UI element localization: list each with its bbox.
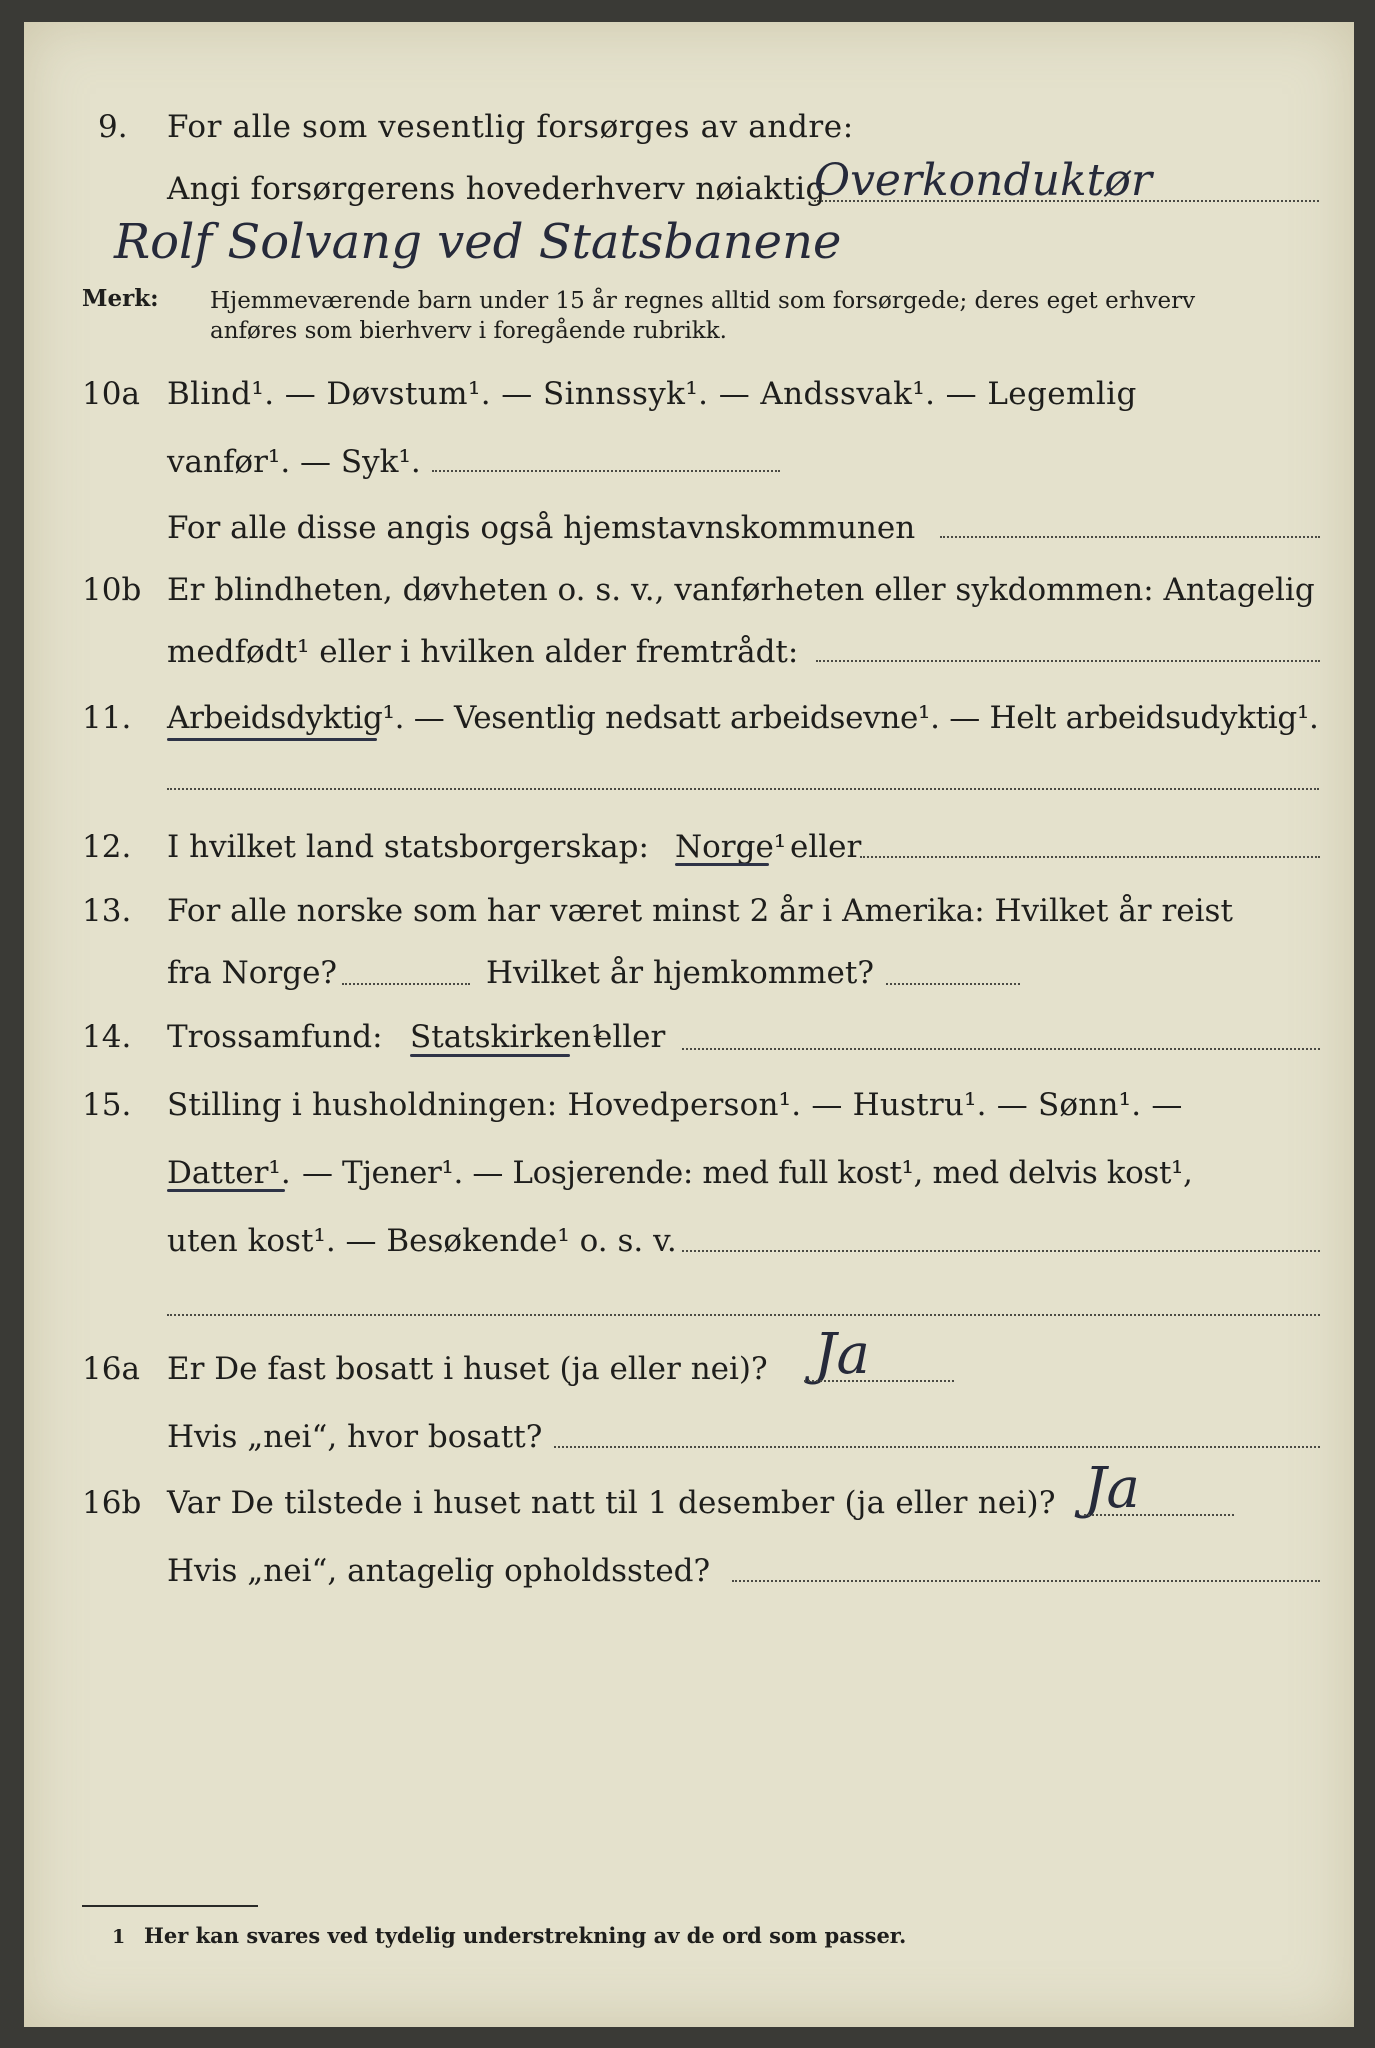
q12-norge: Norge¹ bbox=[675, 829, 787, 865]
q9-line2: Angi forsørgerens hovederhverv nøiaktig bbox=[167, 171, 826, 207]
q12-text-a: I hvilket land statsborgerskap: bbox=[167, 829, 649, 865]
q16a-bosatt-line bbox=[554, 1446, 1320, 1448]
q16b-answer: Ja bbox=[1084, 1456, 1140, 1521]
q10b-number: 10b bbox=[82, 572, 142, 608]
q15-line2b: — Tjener¹. — Losjerende: med full kost¹, med delvis kost¹, bbox=[302, 1155, 1193, 1191]
q10b-answer-line bbox=[816, 660, 1320, 662]
q13-reist-line bbox=[342, 983, 470, 985]
q16a-line1: Er De fast bosatt i huset (ja eller nei)? bbox=[167, 1351, 768, 1387]
q14-number: 14. bbox=[82, 1019, 132, 1055]
q14-text-a: Trossamfund: bbox=[167, 1019, 383, 1055]
q10b-line2: medfødt¹ eller i hvilken alder fremtrådt: bbox=[167, 634, 799, 670]
q11-number: 11. bbox=[82, 700, 132, 736]
q10a-kommune-line bbox=[940, 536, 1320, 538]
q10a-line3: For alle disse angis også hjemstavnskommunen bbox=[167, 510, 916, 546]
q9-answer-part1: Overkonduktør bbox=[814, 155, 1152, 206]
q16a-answer: Ja bbox=[814, 1322, 870, 1387]
q15-answer-line-b bbox=[167, 1314, 1320, 1316]
footnote-text: Her kan svares ved tydelig understrekning av de ord som passer. bbox=[144, 1923, 907, 1948]
q12-underline-norge bbox=[675, 863, 769, 866]
merk-line2: anføres som bierhverv i foregående rubrikk. bbox=[210, 318, 727, 344]
merk-label: Merk: bbox=[82, 285, 159, 312]
q15-underline-datter bbox=[167, 1189, 285, 1192]
q10b-line1: Er blindheten, døvheten o. s. v., vanførheten eller sykdommen: Antagelig bbox=[167, 572, 1315, 608]
q10a-line1: Blind¹. — Døvstum¹. — Sinnssyk¹. — Andssvak¹. — Legemlig bbox=[167, 376, 1137, 412]
q16b-answer-line bbox=[1084, 1514, 1234, 1516]
q11-line1: Arbeidsdyktig¹. — Vesentlig nedsatt arbeidsevne¹. — Helt arbeidsudyktig¹. bbox=[167, 700, 1319, 736]
q9-answer-line bbox=[814, 200, 1319, 202]
q12-number: 12. bbox=[82, 829, 132, 865]
q14-underline-statskirken bbox=[410, 1054, 570, 1057]
q16a-line2: Hvis „nei“, hvor bosatt? bbox=[167, 1419, 543, 1455]
q10a-syk-line bbox=[432, 470, 780, 472]
q16a-answer-line bbox=[804, 1380, 954, 1382]
footnote-rule bbox=[82, 1905, 258, 1907]
q14-statskirken: Statskirken¹ bbox=[410, 1019, 604, 1055]
q14-text-c: eller bbox=[594, 1019, 666, 1055]
q16a-number: 16a bbox=[82, 1351, 140, 1387]
footnote-mark: 1 bbox=[112, 1926, 126, 1948]
q15-line3: uten kost¹. — Besøkende¹ o. s. v. bbox=[167, 1223, 677, 1259]
merk-line1: Hjemmeværende barn under 15 år regnes alltid som forsørgede; deres eget erhverv bbox=[210, 288, 1196, 314]
q10a-number: 10a bbox=[82, 376, 140, 412]
q13-line2b: Hvilket år hjemkommet? bbox=[486, 955, 874, 991]
q13-number: 13. bbox=[82, 893, 132, 929]
q9-line1: For alle som vesentlig forsørges av andre: bbox=[167, 109, 854, 145]
q9-answer-part2: Rolf Solvang ved Statsbanene bbox=[114, 214, 842, 270]
q16b-line2: Hvis „nei“, antagelig opholdssted? bbox=[167, 1553, 711, 1589]
q12-text-c: eller bbox=[790, 829, 862, 865]
q13-line1: For alle norske som har været minst 2 år i Amerika: Hvilket år reist bbox=[167, 893, 1233, 929]
q15-line1: Stilling i husholdningen: Hovedperson¹. — Hustru¹. — Sønn¹. — bbox=[167, 1087, 1183, 1123]
census-form-page bbox=[24, 22, 1354, 2027]
q9-number: 9. bbox=[98, 109, 128, 145]
q11-underline-arbeidsdyktig bbox=[167, 738, 377, 741]
q13-line2a: fra Norge? bbox=[167, 955, 338, 991]
q13-hjemkommet-line bbox=[886, 983, 1020, 985]
q16b-line1: Var De tilstede i huset natt til 1 desember (ja eller nei)? bbox=[167, 1485, 1056, 1521]
q16b-opholdssted-line bbox=[732, 1580, 1320, 1582]
q11-line-a bbox=[167, 788, 1319, 790]
q15-datter: Datter¹. bbox=[167, 1155, 291, 1191]
q15-answer-line-a bbox=[682, 1250, 1320, 1252]
q14-answer-line bbox=[682, 1048, 1320, 1050]
q15-number: 15. bbox=[82, 1087, 132, 1123]
q10a-line2: vanfør¹. — Syk¹. bbox=[167, 444, 421, 480]
q12-answer-line bbox=[860, 856, 1320, 858]
q16b-number: 16b bbox=[82, 1485, 142, 1521]
